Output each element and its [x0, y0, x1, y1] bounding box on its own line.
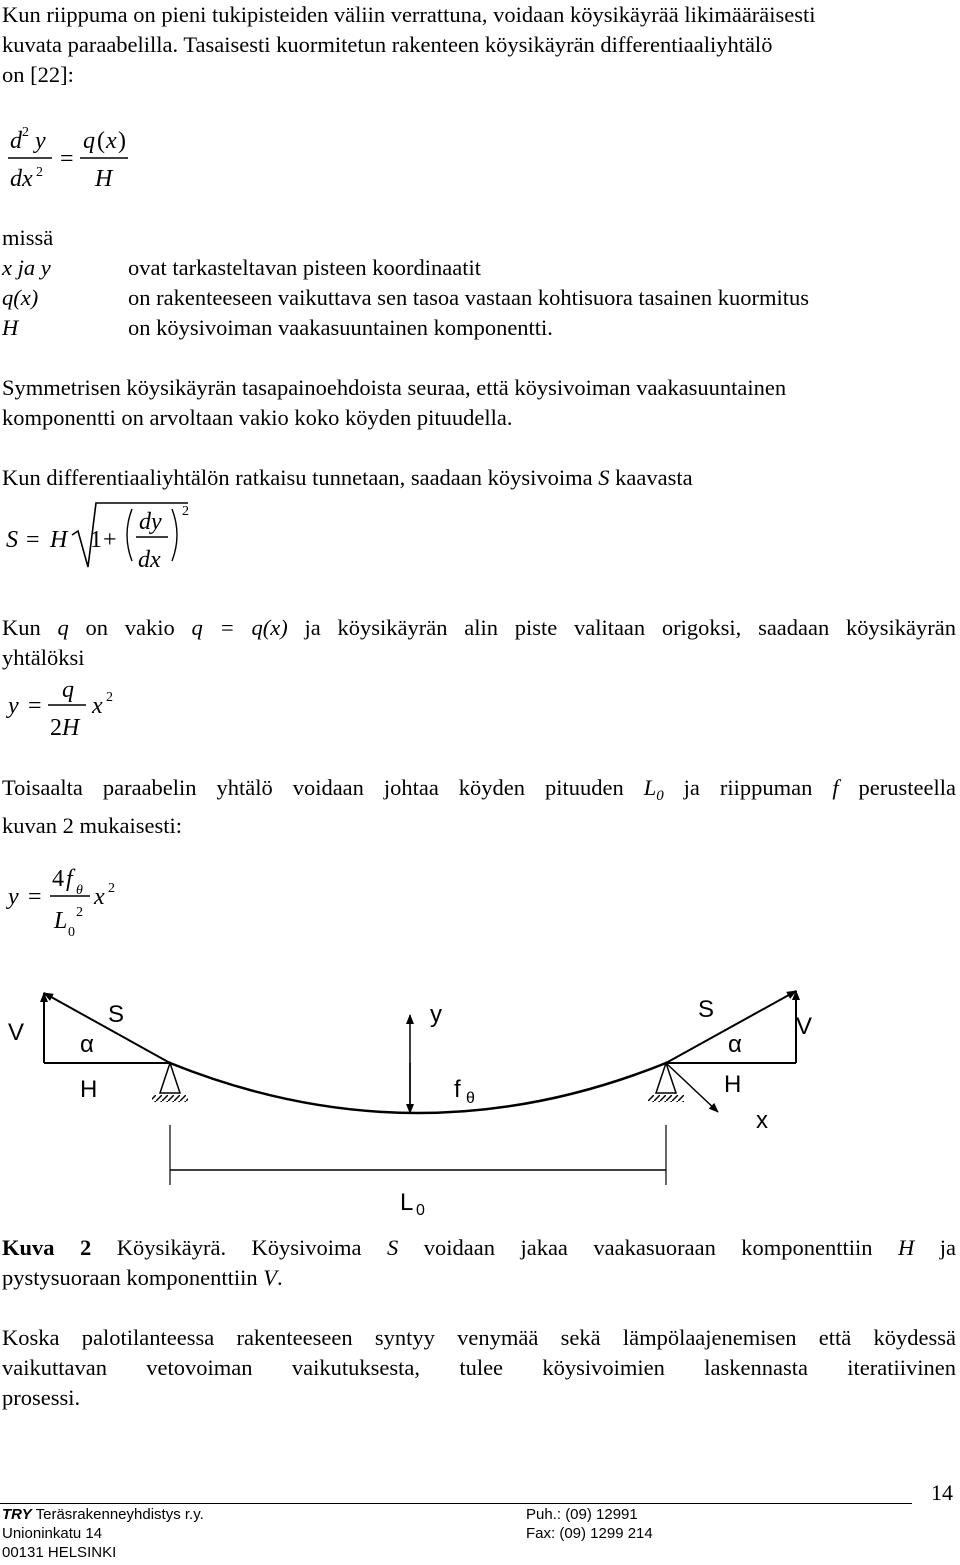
rope-force-sentence: Kun differentiaaliyhtälön ratkaisu tunnetaan, saadaan köysivoima S kaavasta	[2, 465, 693, 490]
definition-desc-q: on rakenteeseen vaikuttava sen tasoa vastaan kohtisuora tasainen kuormitus	[128, 285, 810, 310]
svg-text:y: y	[8, 884, 19, 910]
symbol-s: S	[598, 465, 610, 490]
svg-text:=: =	[60, 146, 74, 172]
svg-text:2: 2	[182, 504, 189, 519]
definition-desc-xy: ovat tarkasteltavan pisteen koordinaatit	[128, 255, 482, 280]
rope-curve	[170, 1063, 666, 1113]
svg-text:H: H	[50, 527, 68, 553]
iteration-paragraph: Koska palotilanteessa rakenteeseen syntyy venymää sekä lämpölaajenemisen että köydessä vaikuttavan vetovoiman vaikutuksesta, tulee köysivoimien laskennasta iteratiivinen prosessi.	[2, 1325, 956, 1410]
svg-text:θ: θ	[76, 883, 83, 898]
definitions-intro: missä	[2, 225, 54, 250]
left-rope-force-arrow	[44, 993, 170, 1063]
page-number: 14	[931, 1480, 953, 1505]
definition-desc-h: on köysivoiman vaakasuuntainen komponentti.	[128, 315, 553, 340]
footer-org-abbr: TRY	[2, 1506, 32, 1523]
label-l0-sub: 0	[416, 1202, 425, 1219]
label-x-axis: x	[756, 1107, 768, 1134]
svg-text:H: H	[62, 715, 80, 741]
parabola-equation-f	[0, 858, 160, 943]
footer-address: TRY Teräsrakenneyhdistys r.y. Unioninkatu 14 00131 HELSINKI	[2, 1506, 204, 1561]
svg-text:dx: dx	[138, 547, 161, 573]
label-y-axis: y	[430, 1001, 442, 1028]
svg-text:x: x	[92, 693, 103, 719]
svg-text:): )	[118, 128, 126, 154]
label-s-left: S	[108, 1001, 125, 1028]
intro-line-1: Kun riippuma on pieni tukipisteiden väliin verrattuna, voidaan köysikäyrää likimääräisesti	[2, 2, 816, 27]
svg-text:=: =	[28, 884, 42, 910]
svg-text:x: x	[106, 128, 117, 154]
svg-text:=: =	[28, 693, 42, 719]
footer-phone: Puh.: (09) 12991	[526, 1506, 638, 1523]
svg-text:=: =	[26, 527, 40, 553]
right-support-icon	[656, 1063, 676, 1093]
left-support-icon	[160, 1063, 180, 1093]
svg-text:2: 2	[50, 715, 62, 741]
symmetry-line-1: Symmetrisen köysikäyrän tasapainoehdoista seuraa, että köysivoiman vaakasuuntainen	[2, 375, 787, 400]
label-alpha-right: α	[728, 1031, 742, 1058]
svg-text:S: S	[6, 527, 18, 553]
svg-text:q: q	[83, 128, 95, 154]
label-l0: L	[400, 1189, 414, 1216]
label-h-left: H	[80, 1076, 98, 1103]
rope-force-equation	[0, 495, 220, 585]
footer-contact	[526, 1505, 653, 1543]
svg-text:f: f	[66, 866, 73, 892]
svg-text:2: 2	[106, 690, 113, 705]
intro-paragraph	[2, 0, 956, 90]
label-alpha-left: α	[80, 1031, 94, 1058]
svg-text:2: 2	[22, 125, 29, 140]
label-v-left: V	[8, 1019, 25, 1046]
svg-text:2: 2	[108, 881, 115, 896]
svg-text:H: H	[95, 166, 113, 192]
constant-load-line-2: yhtälöksi	[2, 645, 85, 670]
svg-text:L: L	[54, 908, 68, 934]
constant-load-paragraph: Kun q on vakio q = q(x) ja köysikäyrän alin piste valitaan origoksi, saadaan köysikäyrän yhtälöksi	[2, 613, 956, 673]
parabola-equation-q	[0, 675, 160, 745]
svg-text:0: 0	[68, 925, 75, 940]
svg-text:y: y	[35, 128, 46, 154]
figure-caption: Kuva 2 Köysikäyrä. Köysivoima S voidaan jakaa vaakasuoraan komponenttiin H ja pystysuoraan komponenttiin V.	[2, 1235, 956, 1290]
intro-line-2: kuvata paraabelilla. Tasaisesti kuormitetun rakenteen köysikäyrän differentiaaliyhtälö	[2, 32, 773, 57]
svg-text:+: +	[103, 527, 117, 553]
svg-text:2: 2	[76, 905, 83, 920]
parabola-paragraph: Toisaalta paraabelin yhtälö voidaan johtaa köyden pituuden $L_0$ ja riippuman f perusteella kuvan 2 mukaisesti:	[2, 773, 956, 841]
definition-term-h: H	[2, 315, 19, 340]
intro-line-3: on [22]:	[2, 62, 74, 87]
svg-text:q: q	[62, 677, 74, 703]
symmetry-paragraph	[2, 373, 956, 433]
footer-rule	[0, 1503, 912, 1504]
label-theta: θ	[466, 1090, 475, 1107]
svg-text:dx: dx	[10, 166, 33, 192]
label-h-right: H	[724, 1071, 742, 1098]
svg-text:d: d	[10, 128, 22, 154]
rope-curve-figure	[0, 975, 960, 1225]
differential-equation	[0, 120, 160, 200]
svg-text:4: 4	[52, 866, 64, 892]
label-f: f	[454, 1076, 461, 1103]
svg-text:1: 1	[90, 527, 102, 553]
definition-term-q: q(x)	[2, 285, 39, 310]
svg-text:x: x	[94, 884, 105, 910]
symmetry-line-2: komponentti on arvoltaan vakio koko köyden pituudella.	[2, 405, 513, 430]
definition-term-xy: x ja y	[2, 255, 51, 280]
parabola-line-2: kuvan 2 mukaisesti:	[2, 813, 182, 838]
label-v-right: V	[796, 1013, 813, 1040]
svg-text:y: y	[8, 693, 19, 719]
footer-fax: Fax: (09) 1299 214	[526, 1525, 653, 1542]
label-s-right: S	[698, 996, 715, 1023]
caption-label: Kuva 2	[2, 1235, 92, 1260]
svg-text:dy: dy	[139, 509, 162, 535]
svg-text:2: 2	[36, 165, 43, 180]
svg-text:(: (	[97, 128, 105, 154]
